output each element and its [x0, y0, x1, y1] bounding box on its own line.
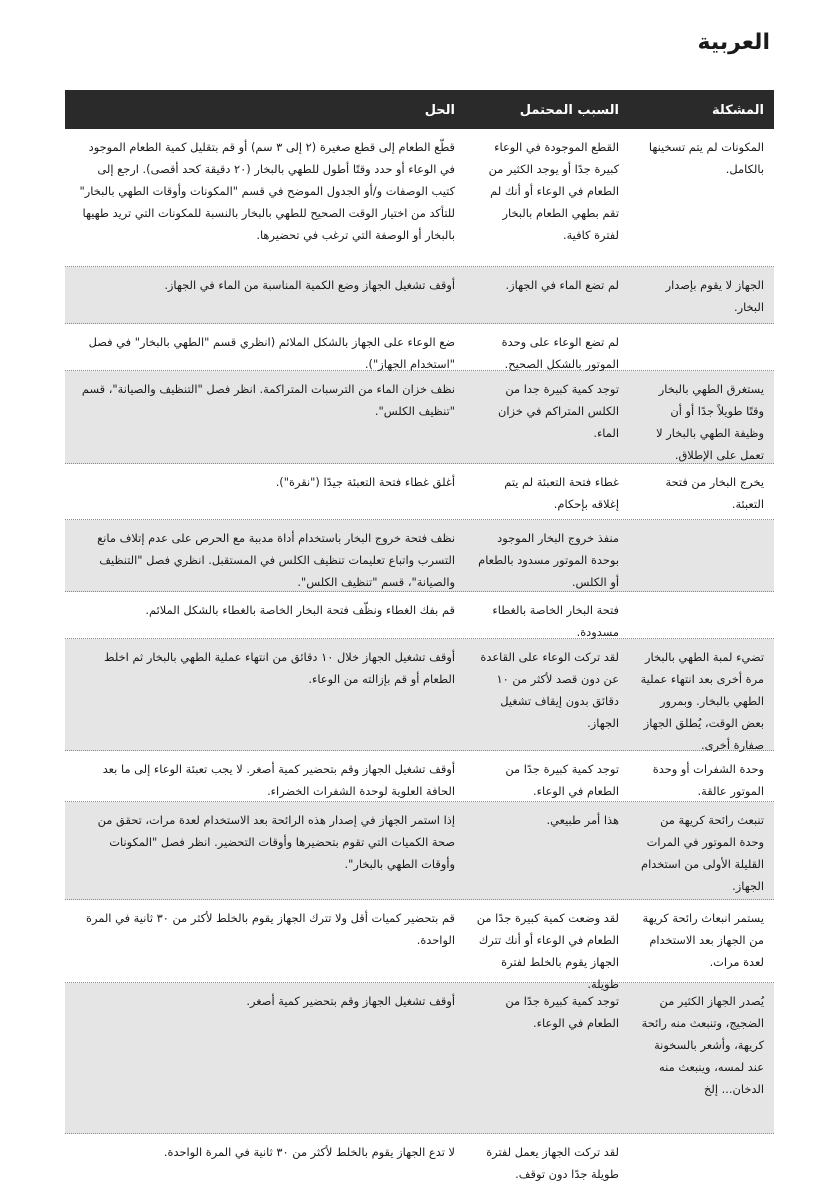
cause-cell: توجد كمية كبيرة جدا من الكلس المتراكم في خزان الماء. — [498, 382, 619, 440]
problem-cell — [629, 592, 774, 638]
solution-cell: قم بفك الغطاء ونظّف فتحة البخار الخاصة بالغطاء بالشكل الملائم. — [145, 603, 455, 617]
table-row — [65, 592, 774, 639]
cause-cell: غطاء فتحة التعبئة لم يتم إغلاقه بإحكام. — [504, 475, 619, 511]
solution-cell: قطّع الطعام إلى قطع صغيرة (٢ إلى ٣ سم) أو قم بتقليل كمية الطعام الموجود في الوعاء أو حدد وقتًا أطول للطهي بالبخار (٢٠ دقيقة كحد أقصى). ارجع إلى كتيب الوصفات و/أو الجدول الموضح في قسم "المكونات وأوقات الطهي بالبخار" للتأكد من اختيار الوقت الصحيح للطهي بالبخار بالنسبة للمكونات التي تريد طهيها بالبخار أو الوصفة التي ترغب في تحضيرها. — [79, 140, 455, 242]
solution-cell: نظف خزان الماء من الترسبات المتراكمة. انظر فصل "التنظيف والصيانة"، قسم "تنظيف الكلس". — [81, 382, 455, 418]
cause-cell: توجد كمية كبيرة جدًا من الطعام في الوعاء. — [505, 762, 619, 798]
problem-cell — [629, 1134, 774, 1200]
problem-cell: تنبعث رائحة كريهة من وحدة الموتور في المرات القليلة الأولى من استخدام الجهاز. — [641, 813, 764, 893]
table-row — [65, 267, 774, 324]
problem-cell: يُصدر الجهاز الكثير من الضجيج، وتنبعث منه رائحة كريهة، وأشعر بالسخونة عند لمسه، وينبعث منه الدخان... إلخ — [641, 994, 764, 1096]
table-row — [65, 520, 774, 592]
table-row — [65, 751, 774, 802]
cause-cell: منفذ خروج البخار الموجود بوحدة الموتور مسدود بالطعام أو الكلس. — [478, 531, 619, 589]
table-header — [65, 91, 774, 129]
solution-cell: قم بتحضير كميات أقل ولا تترك الجهاز يقوم بالخلط لأكثر من ٣٠ ثانية في المرة الواحدة. — [86, 911, 455, 947]
table-row — [65, 983, 774, 1134]
table-row — [65, 1134, 774, 1200]
table-row — [65, 900, 774, 991]
solution-cell: أوقف تشغيل الجهاز وضع الكمية المناسبة من الماء في الجهاز. — [164, 278, 455, 292]
problem-cell: المكونات لم يتم تسخينها بالكامل. — [648, 140, 764, 176]
table-row — [65, 371, 774, 464]
cause-cell: هذا أمر طبيعي. — [546, 813, 619, 827]
problem-cell: يستغرق الطهي بالبخار وقتًا طويلاً جدًا أو أن وظيفة الطهي بالبخار لا تعمل على الإطلاق. — [656, 382, 764, 462]
solution-cell: إذا استمر الجهاز في إصدار هذه الرائحة بعد الاستخدام لعدة مرات، تحقق من صحة الكميات التي تقوم بتحضيرها وأوقات التحضير. انظر فصل "المكونات وأوقات الطهي بالبخار". — [97, 813, 455, 871]
cause-cell: القطع الموجودة في الوعاء كبيرة جدًا أو يوجد الكثير من الطعام في الوعاء أو أنك لم تقم بطهي الطعام بالبخار لفترة كافية. — [488, 140, 619, 242]
problem-cell: يستمر انبعاث رائحة كريهة من الجهاز بعد الاستخدام لعدة مرات. — [642, 911, 764, 969]
problem-cell: الجهاز لا يقوم بإصدار البخار. — [665, 278, 764, 314]
page-language-title: العربية — [697, 30, 770, 55]
troubleshooting-table — [65, 90, 774, 1200]
table-row — [65, 324, 774, 371]
table-row — [65, 802, 774, 900]
problem-cell: وحدة الشفرات أو وحدة الموتور عالقة. — [652, 762, 764, 798]
cause-cell: لقد تركت الوعاء على القاعدة عن دون قصد لأكثر من ١٠ دقائق بدون إيقاف تشغيل الجهاز. — [480, 650, 619, 730]
cause-cell: فتحة البخار الخاصة بالغطاء مسدودة. — [492, 603, 619, 639]
solution-cell: أوقف تشغيل الجهاز وقم بتحضير كمية أصغر. — [246, 994, 455, 1008]
solution-cell: لا تدع الجهاز يقوم بالخلط لأكثر من ٣٠ ثانية في المرة الواحدة. — [163, 1145, 455, 1159]
cause-cell: لم تضع الماء في الجهاز. — [505, 278, 619, 292]
solution-cell: أوقف تشغيل الجهاز خلال ١٠ دقائق من انتهاء عملية الطهي بالبخار ثم اخلط الطعام أو قم بإزالته من الوعاء. — [104, 650, 455, 686]
table-row — [65, 129, 774, 267]
solution-cell: ضع الوعاء على الجهاز بالشكل الملائم (انظري قسم "الطهي بالبخار" في فصل "استخدام الجهاز"). — [88, 335, 455, 371]
header-cause: السبب المحتمل — [519, 102, 619, 118]
problem-cell: يخرج البخار من فتحة التعبئة. — [665, 475, 764, 511]
cause-cell: لقد تركت الجهاز يعمل لفترة طويلة جدًا دون توقف. — [486, 1145, 619, 1181]
solution-cell: أوقف تشغيل الجهاز وقم بتحضير كمية أصغر. لا يجب تعبئة الوعاء إلى ما بعد الحافة العلوية لوحدة الشفرات الخضراء. — [102, 762, 455, 798]
problem-cell: تضيء لمبة الطهي بالبخار مرة أخرى بعد انتهاء عملية الطهي بالبخار. وبمرور بعض الوقت، يُطلق الجهاز صفارة أخرى. — [640, 650, 764, 752]
problem-cell — [629, 324, 774, 370]
cause-cell: لقد وضعت كمية كبيرة جدًا من الطعام في الوعاء أو أنك تترك الجهاز يقوم بالخلط لفترة طويلة. — [476, 911, 619, 991]
table-row — [65, 639, 774, 751]
cause-cell: توجد كمية كبيرة جدًا من الطعام في الوعاء. — [505, 994, 619, 1030]
cause-cell: لم تضع الوعاء على وحدة الموتور بالشكل الصحيح. — [501, 335, 619, 371]
table-row — [65, 464, 774, 520]
solution-cell: نظف فتحة خروج البخار باستخدام أداة مدببة مع الحرص على عدم إتلاف مانع التسرب واتباع تعليمات تنظيف الكلس في المستقبل. انظري فصل "التنظيف والصيانة"، قسم "تنظيف الكلس". — [97, 531, 455, 589]
header-problem: المشكلة — [711, 102, 764, 118]
problem-cell — [629, 520, 774, 591]
header-solution: الحل — [424, 102, 455, 118]
solution-cell: أغلق غطاء فتحة التعبئة جيدًا ("نقرة"). — [275, 475, 455, 489]
